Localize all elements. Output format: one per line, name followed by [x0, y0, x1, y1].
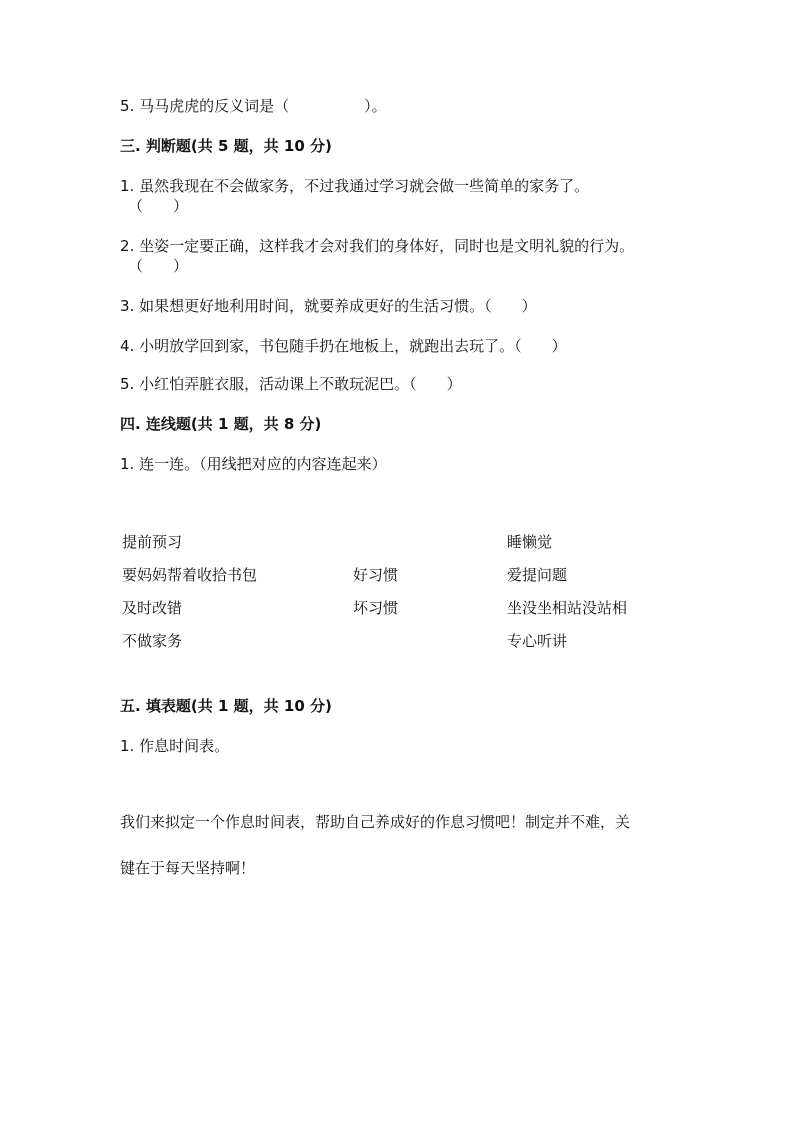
instruction-paragraph-line-2: 键在于每天坚持啊！ — [120, 859, 256, 877]
judgement-question-5: 5. 小红怕弄脏衣服，活动课上不敢玩泥巴。（ ） — [120, 375, 462, 393]
judgement-question-2: 2. 坐姿一定要正确，这样我才会对我们的身体好，同时也是文明礼貌的行为。 — [120, 237, 635, 255]
judgement-question-1: 1. 虽然我现在不会做家务，不过我通过学习就会做一些简单的家务了。 — [120, 177, 590, 195]
judgement-answer-paren-2[interactable]: （ ） — [128, 257, 189, 275]
matching-right-item[interactable]: 坐没坐相站没站相 — [507, 599, 628, 617]
matching-right-item[interactable]: 爱提问题 — [507, 566, 568, 584]
matching-right-item[interactable]: 专心听讲 — [507, 632, 568, 650]
section-heading-judgement: 三. 判断题(共 5 题，共 10 分) — [120, 137, 332, 155]
judgement-question-3: 3. 如果想更好地利用时间，就要养成更好的生活习惯。（ ） — [120, 297, 537, 315]
section-heading-table: 五. 填表题(共 1 题，共 10 分) — [120, 697, 332, 715]
judgement-answer-paren-1[interactable]: （ ） — [128, 197, 189, 215]
matching-left-item[interactable]: 要妈妈帮着收拾书包 — [122, 566, 258, 584]
matching-left-item[interactable]: 不做家务 — [122, 632, 183, 650]
fill-blank-question-5: 5. 马马虎虎的反义词是（ ）。 — [120, 97, 387, 115]
matching-middle-item[interactable]: 好习惯 — [353, 566, 399, 584]
table-question-1: 1. 作息时间表。 — [120, 737, 230, 755]
matching-middle-item[interactable]: 坏习惯 — [353, 599, 399, 617]
judgement-question-4: 4. 小明放学回到家，书包随手扔在地板上，就跑出去玩了。（ ） — [120, 337, 567, 355]
matching-left-item[interactable]: 提前预习 — [122, 533, 183, 551]
matching-left-item[interactable]: 及时改错 — [122, 599, 183, 617]
matching-question-1: 1. 连一连。（用线把对应的内容连起来） — [120, 455, 387, 473]
matching-right-item[interactable]: 睡懒觉 — [507, 533, 553, 551]
instruction-paragraph-line-1: 我们来拟定一个作息时间表，帮助自己养成好的作息习惯吧！制定并不难，关 — [120, 813, 631, 831]
section-heading-matching: 四. 连线题(共 1 题，共 8 分) — [120, 415, 322, 433]
